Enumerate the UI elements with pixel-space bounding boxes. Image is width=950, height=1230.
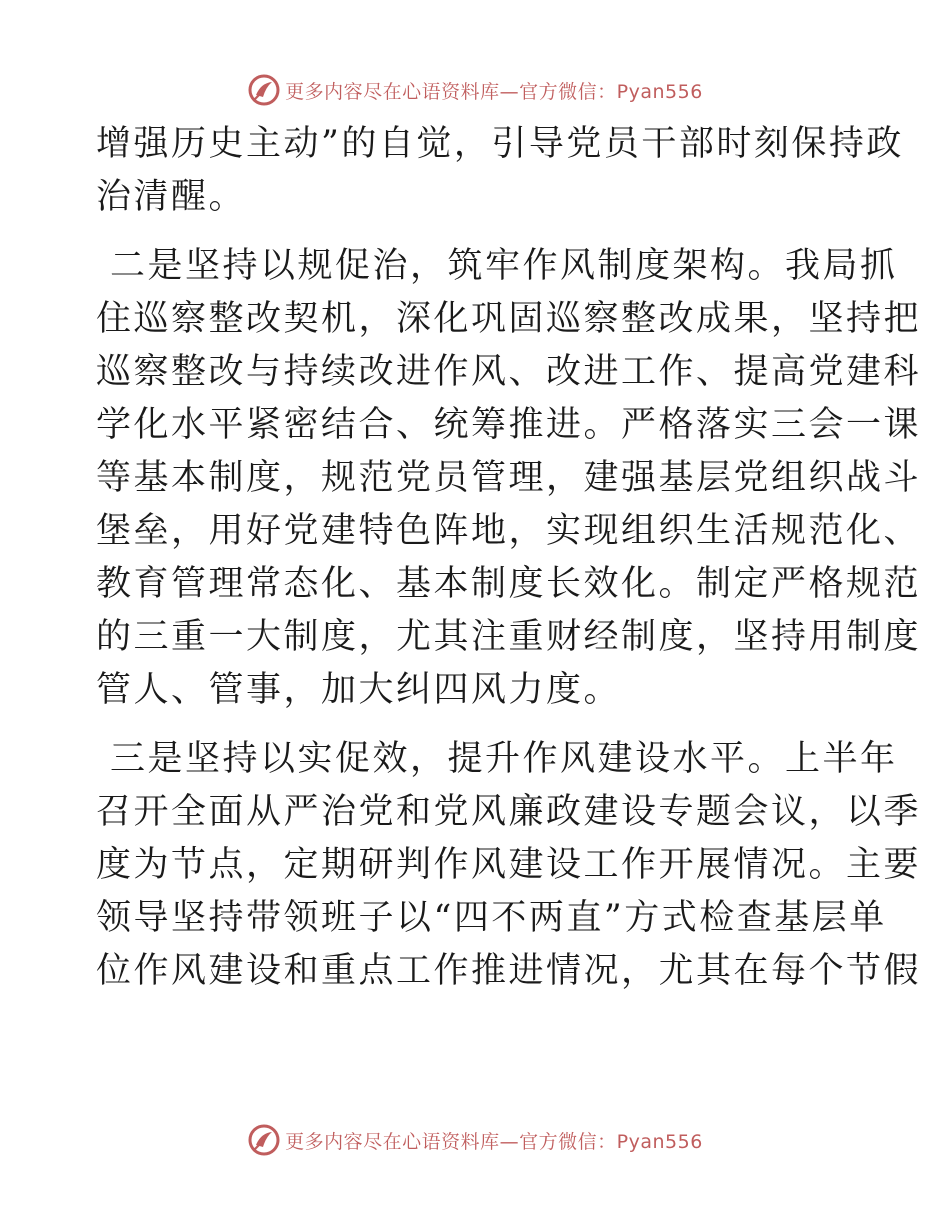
text-line: 增强历史主动”的自觉，引导党员干部时刻保持政 xyxy=(96,124,904,164)
text-line: 治清醒。 xyxy=(96,177,247,217)
text-line: 二是坚持以规促治，筑牢作风制度架构。我局抓 xyxy=(110,246,898,286)
text-line: 度为节点，定期研判作风建设工作开展情况。主要 xyxy=(96,845,922,885)
watermark-header xyxy=(0,70,950,110)
text-line: 位作风建设和重点工作推进情况，尤其在每个节假 xyxy=(96,951,922,991)
watermark-logo-icon xyxy=(247,1123,281,1157)
text-line: 等基本制度，规范党员管理，建强基层党组织战斗 xyxy=(96,458,922,498)
watermark-text: 更多内容尽在心语资料库—官方微信：Pyan556 xyxy=(285,80,703,103)
paragraph-1 xyxy=(96,118,904,224)
text-line: 教育管理常态化、基本制度长效化。制定严格规范 xyxy=(96,564,922,604)
text-line: 的三重一大制度，尤其注重财经制度，坚持用制度 xyxy=(96,617,922,657)
text-line: 管人、管事，加大纠四风力度。 xyxy=(96,670,622,710)
watermark-footer xyxy=(0,1120,950,1160)
text-line: 三是坚持以实促效，提升作风建设水平。上半年 xyxy=(110,739,898,779)
paragraph-2 xyxy=(96,240,922,717)
text-line: 住巡察整改契机，深化巩固巡察整改成果，坚持把 xyxy=(96,299,922,339)
text-line: 巡察整改与持续改进作风、改进工作、提高党建科 xyxy=(96,352,922,392)
text-line: 召开全面从严治党和党风廉政建设专题会议，以季 xyxy=(96,792,922,832)
text-line: 堡垒，用好党建特色阵地，实现组织生活规范化、 xyxy=(96,511,922,551)
watermark-logo-icon xyxy=(247,73,281,107)
paragraph-3 xyxy=(96,733,922,998)
text-line: 学化水平紧密结合、统筹推进。严格落实三会一课 xyxy=(96,405,922,445)
watermark-text: 更多内容尽在心语资料库—官方微信：Pyan556 xyxy=(285,1130,703,1153)
document-body xyxy=(96,118,922,998)
text-line: 领导坚持带领班子以“四不两直”方式检查基层单 xyxy=(96,898,887,938)
